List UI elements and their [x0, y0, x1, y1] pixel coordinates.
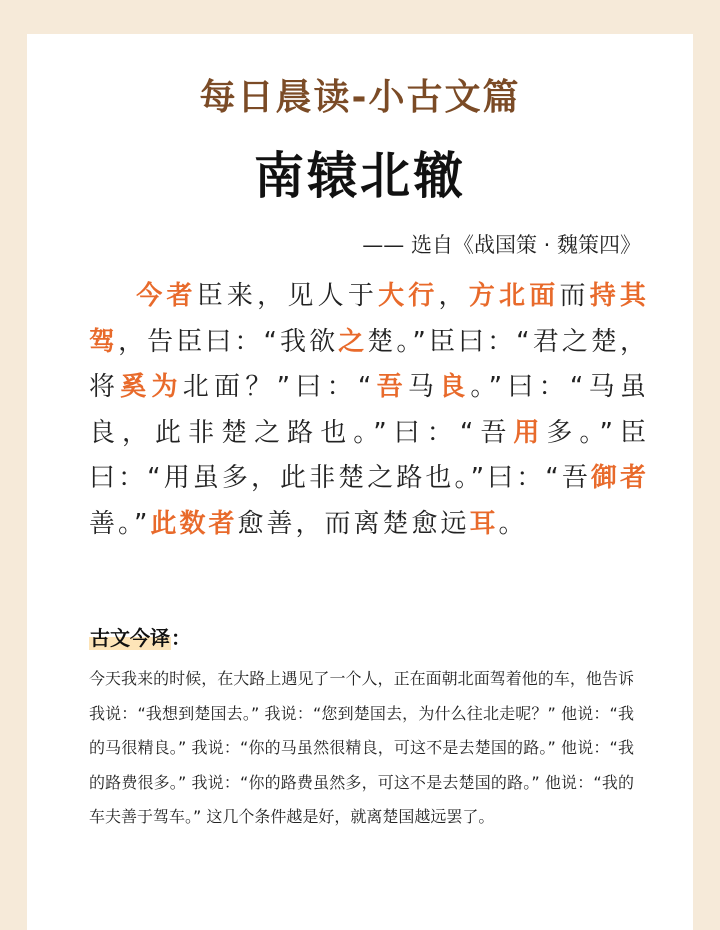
text-segment: 。”曰：“马虽良，此非楚之路也。”曰：“吾: [89, 372, 649, 448]
translation-heading-label: 古文今译: [90, 626, 170, 650]
translation-heading-colon: ：: [171, 626, 191, 650]
highlighted-word: 此数者: [150, 508, 238, 539]
highlighted-word: 方北面: [468, 281, 560, 311]
source-citation: —— 选自《战国策 · 魏策四》: [362, 233, 641, 257]
page-title: 南辕北辙: [254, 147, 466, 205]
text-segment: 臣来，见人于: [196, 281, 379, 311]
series-title: 每日晨读-小古文篇: [199, 77, 521, 118]
text-segment: ，告臣曰：“我欲: [118, 326, 339, 357]
highlighted-word: 良: [439, 372, 471, 402]
highlighted-word: 今者: [135, 281, 197, 311]
text-segment: 马: [407, 372, 440, 402]
text-segment: 多。”臣曰：“用虽多，此非楚之路也。”曰：“吾: [89, 417, 649, 493]
text-segment: 而: [559, 281, 590, 311]
highlighted-word: 耳: [469, 508, 499, 539]
content-card: [27, 34, 693, 930]
translation-heading: [89, 624, 191, 652]
classical-text-body: [89, 281, 649, 539]
highlighted-word: 奚为: [120, 372, 183, 402]
classical-text: [89, 274, 649, 547]
text-segment: 。: [498, 508, 528, 539]
text-segment: 北面？”曰：“: [182, 372, 375, 402]
highlighted-word: 用: [513, 417, 547, 448]
text-segment: 善。”: [89, 508, 151, 539]
highlighted-word: 吾: [374, 372, 408, 402]
highlighted-word: 大行: [378, 281, 439, 311]
text-segment: ，: [438, 281, 469, 311]
highlighted-word: 御者: [590, 463, 649, 493]
highlighted-word: 之: [338, 326, 368, 357]
translation-text: 今天我来的时候，在大路上遇见了一个人，正在面朝北面驾着他的车，他告诉我说：“我想到楚国去。” 我说：“您到楚国去，为什么往北走呢？” 他说：“我的马很精良。” 我说：“你的马虽然很精良，可这不是去楚国的路。” 他说：“我的路费很多。” 我说：“你的路费虽然多，可这不是去楚国的路。” 他说：“我的车夫善于驾车。” 这几个条件越是好，就离楚国越远罢了。: [89, 669, 634, 827]
text-segment: 愈善，而离楚愈远: [237, 508, 470, 539]
highlighted-word: 持其驾: [89, 281, 649, 357]
text-segment: 楚。”臣曰：“君之楚，将: [89, 326, 649, 402]
